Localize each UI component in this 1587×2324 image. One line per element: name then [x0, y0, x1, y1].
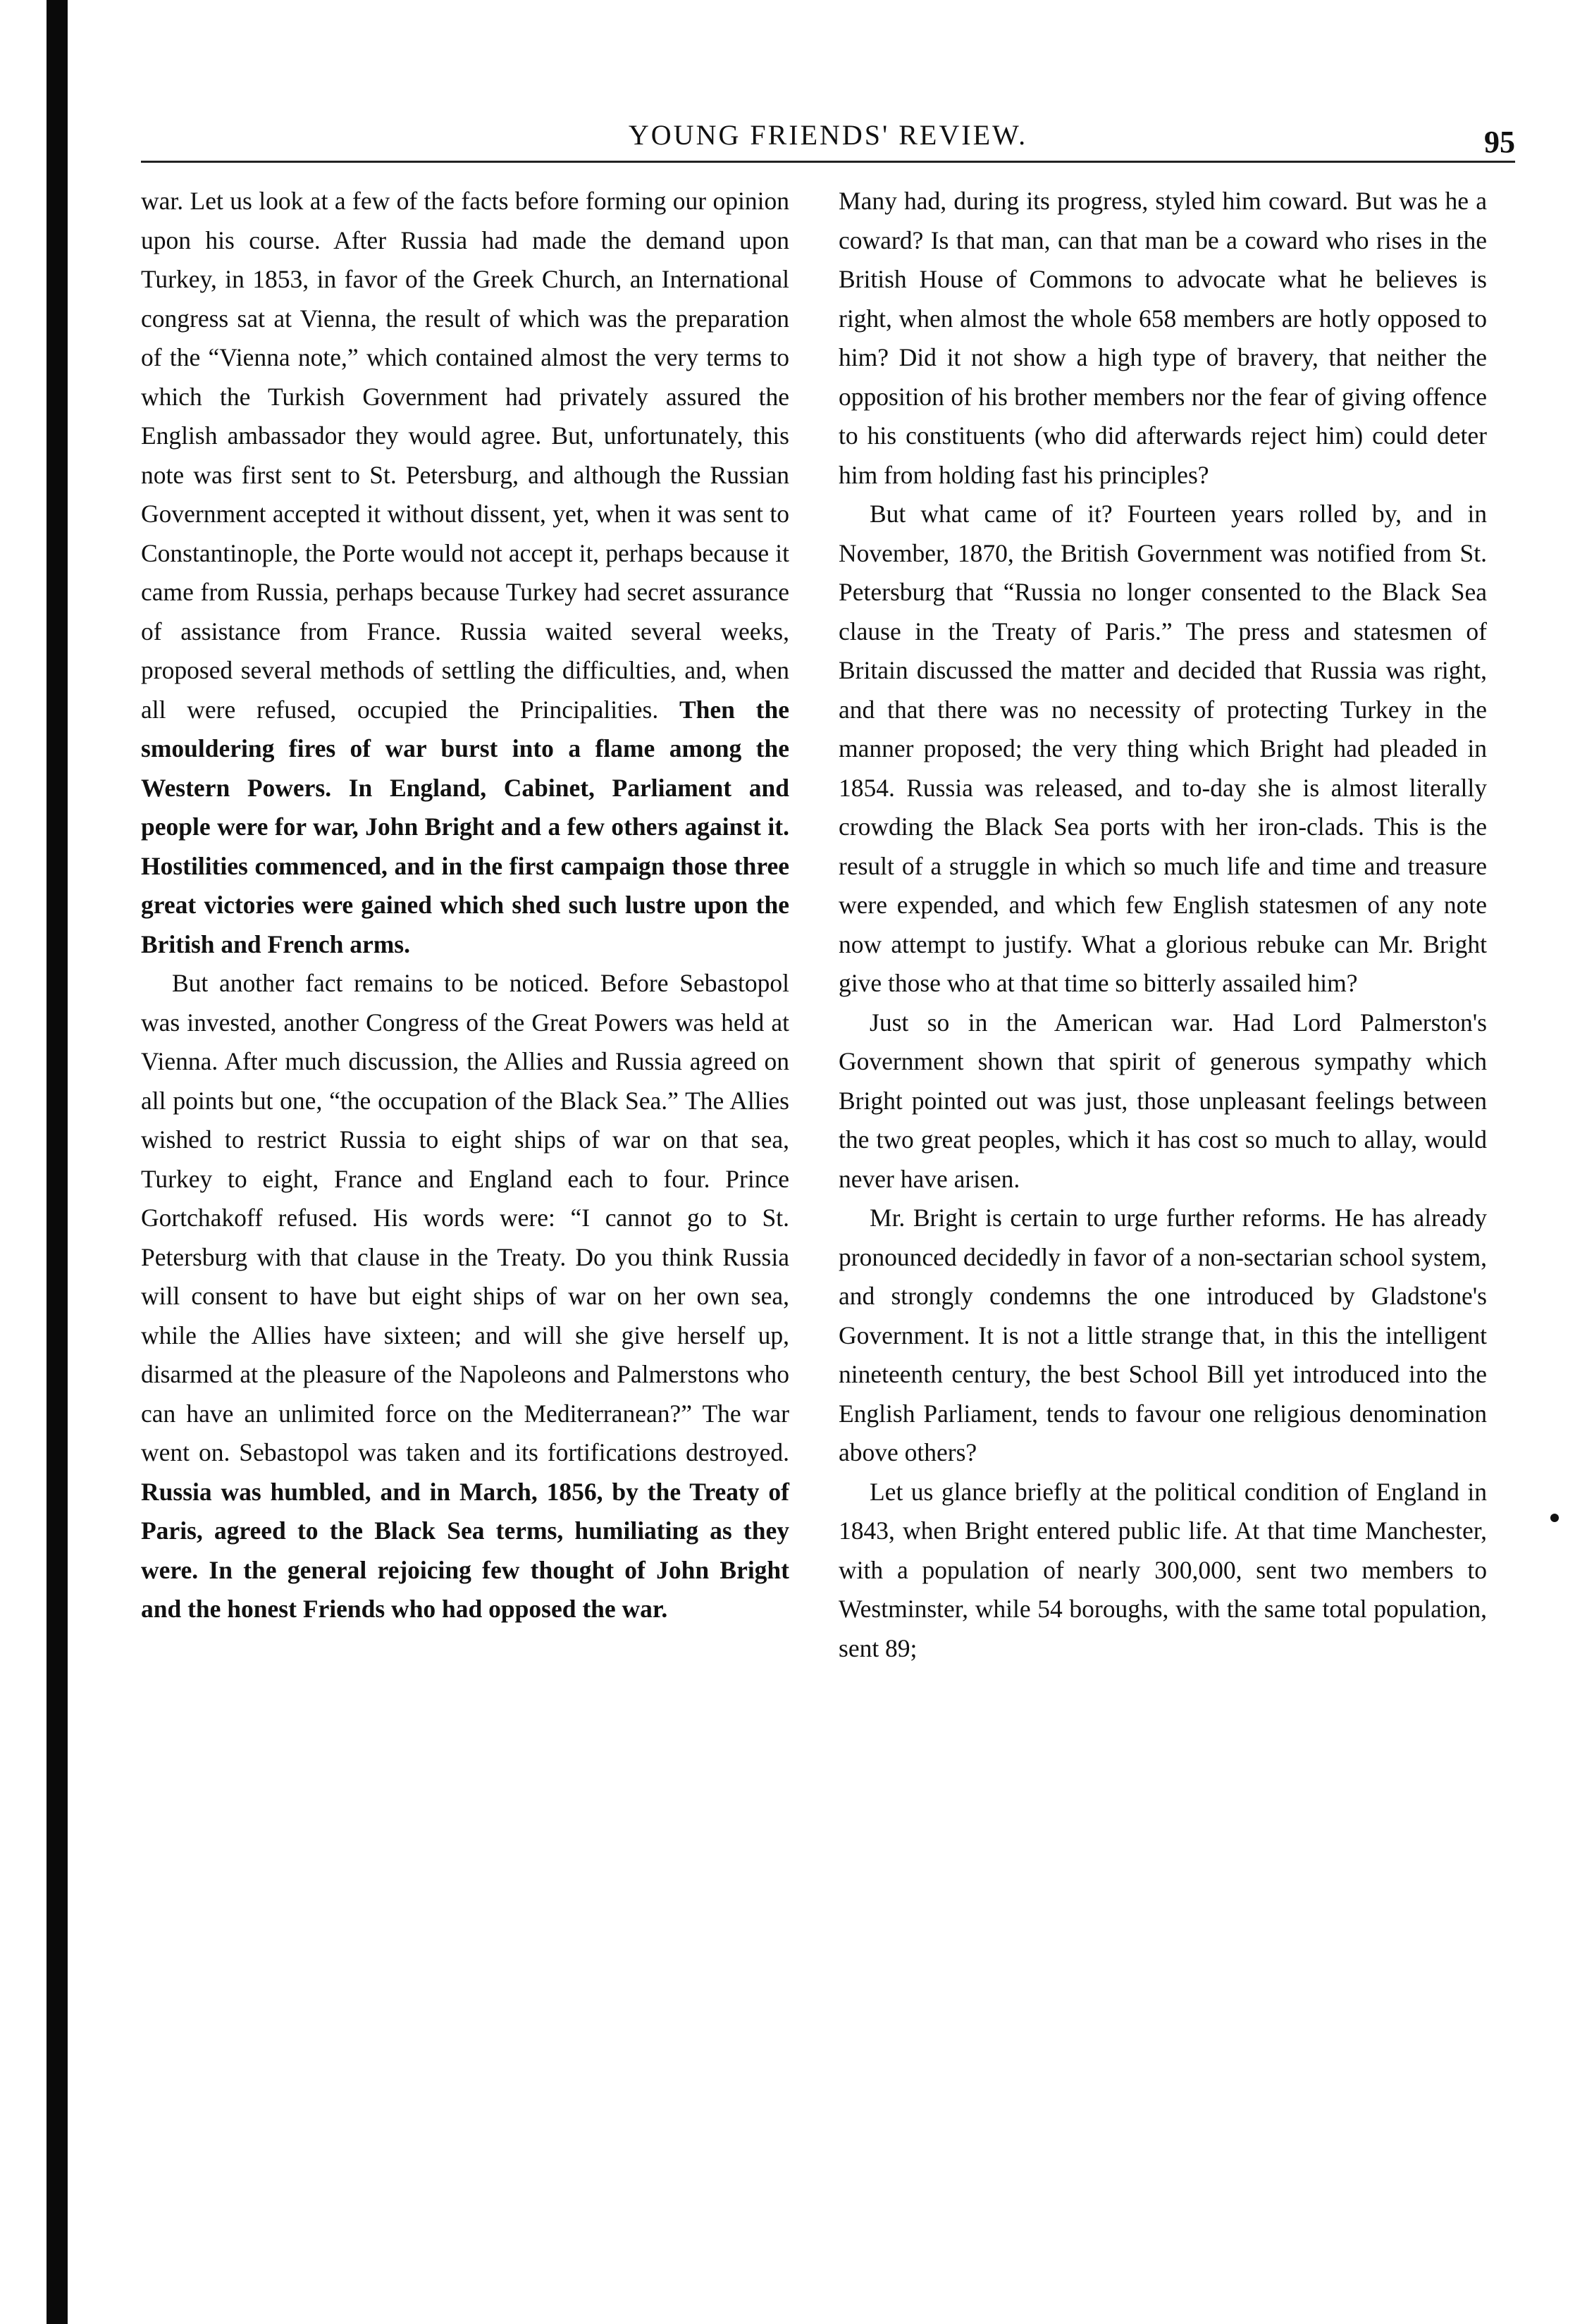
- left-column: [141, 182, 789, 1629]
- paragraph: [141, 964, 789, 1629]
- paragraph-text: But another fact remains to be noticed. Before Sebastopol was invested, another Congress of the Great Powers was held at Vienna. After much discussion, the Allies and Russia agreed on all points but one, “the occupation of the Black Sea.” The Allies wished to restrict Russia to eight ships of war on that sea, Turkey to eight, France and England each to four. Prince Gortchakoff refused. His words were: “I cannot go to St. Petersburg with that clause in the Treaty. Do you think Russia will consent to have but eight ships of war on her own sea, while the Allies have sixteen; and will she give herself up, disarmed at the pleasure of the Napoleons and Palmerstons who can have an unlimited force on the Mediterranean?” The war went on. Sebastopol was taken and its fortifications destroyed.: [141, 969, 789, 1466]
- paragraph: But what came of it? Fourteen years rolled by, and in November, 1870, the British Government was notified from St. Petersburg that “Russia no longer consented to the Black Sea clause in the Treaty of Paris.” The press and statesmen of Britain discussed the matter and decided that Russia was right, and that there was no necessity of protecting Turkey in the manner proposed; the very thing which Bright had pleaded in 1854. Russia was released, and to-day she is almost literally crowding the Black Sea ports with her iron-clads. This is the result of a struggle in which so much life and time and treasure were expended, and which few English statesmen of any note now attempt to justify. What a glorious rebuke can Mr. Bright give those who at that time so bitterly assailed him?: [839, 500, 1487, 997]
- paragraph-text-emphasis: Russia was humbled, and in March, 1856, by the Treaty of Paris, agreed to the Black Sea terms, humiliating as they were. In the general rejoicing few thought of John Bright and the honest Friends who had opposed the war.: [141, 1477, 789, 1623]
- paragraph-text-emphasis: Then the smouldering fires of war burst into a flame among the Western Powers. In England, Cabinet, Parliament and people were for war, John Bright and a few others against it. Hostilities commenced, and in the first campaign those three great victories were gained which shed such lustre upon the British and French arms.: [141, 695, 789, 958]
- ink-speck: [1550, 1514, 1559, 1522]
- paragraph: Just so in the American war. Had Lord Palmerston's Government shown that spirit of generous sympathy which Bright pointed out was just, those unpleasant feelings between the two great peoples, which it has cost so much to allay, would never have arisen.: [839, 1008, 1487, 1193]
- scan-edge-shadow: [47, 0, 68, 2324]
- paragraph: Let us glance briefly at the political condition of England in 1843, when Bright entered public life. At that time Manchester, with a population of nearly 300,000, sent two members to Westminster, while 54 boroughs, with the same total population, sent 89;: [839, 1477, 1487, 1662]
- page-number: 95: [1484, 125, 1515, 159]
- paragraph-text: war. Let us look at a few of the facts before forming our opinion upon his course. After Russia had made the demand upon Turkey, in 1853, in favor of the Greek Church, an International congress sat at Vienna, the result of which was the preparation of the “Vienna note,” which contained almost the very terms to which the Turkish Government had privately assured the English ambassador they would agree. But, unfortunately, this note was first sent to St. Petersburg, and although the Russian Government accepted it without dissent, yet, when it was sent to Constantinople, the Porte would not accept it, perhaps because it came from Russia, perhaps because Turkey had secret assurance of assistance from France. Russia waited several weeks, proposed several methods of settling the difficulties, and, when all were refused, occupied the Principalities.: [141, 187, 789, 724]
- right-column: [839, 182, 1487, 1668]
- paragraph: [141, 182, 789, 964]
- paragraph: Mr. Bright is certain to urge further reforms. He has already pronounced decidedly in favor of a non-sectarian school system, and strongly condemns the one introduced by Gladstone's Government. It is not a little strange that, in this the intelligent nineteenth century, the best School Bill yet introduced into the English Parliament, tends to favour one religious denomination above others?: [839, 1204, 1487, 1466]
- header-rule: [141, 161, 1515, 163]
- running-title: YOUNG FRIENDS' REVIEW.: [628, 119, 1028, 151]
- paragraph: Many had, during its progress, styled him coward. But was he a coward? Is that man, can that man be a coward who rises in the British House of Commons to advocate what he believes is right, when almost the whole 658 members are hotly opposed to him? Did it not show a high type of bravery, that neither the opposition of his brother members nor the fear of giving offence to his constituents (who did afterwards reject him) could deter him from holding fast his principles?: [839, 187, 1487, 489]
